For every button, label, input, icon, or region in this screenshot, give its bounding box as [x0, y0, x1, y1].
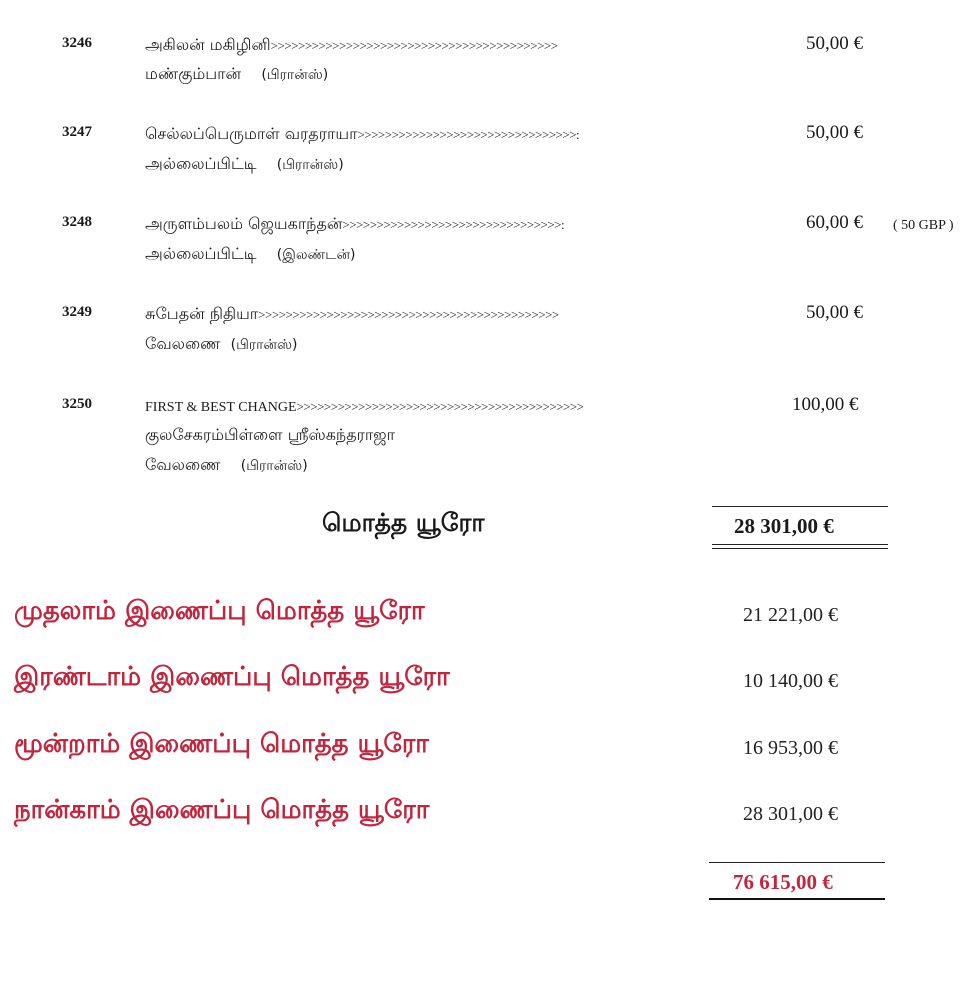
donor-name-line [145, 214, 564, 235]
summary-value: 28 301,00 € [743, 803, 838, 825]
place: வேலணை [145, 455, 221, 474]
summary-label: நான்காம் இணைப்பு மொத்த யூரோ [14, 795, 430, 825]
place: மண்கும்பான் [145, 64, 242, 83]
summary-label: முதலாம் இணைப்பு மொத்த யூரோ [14, 596, 425, 626]
grand-total: 76 615,00 € [733, 870, 833, 894]
donor-name: அருளம்பலம் ஜெயகாந்தன் [145, 214, 343, 233]
donor-name-line [145, 124, 579, 145]
summary-value: 16 953,00 € [743, 737, 838, 759]
amount: 50,00 € [806, 302, 863, 323]
leader-arrows: >>>>>>>>>>>>>>>>>>>>>>>>>>>>>>>>: [357, 127, 580, 142]
entry-number: 3249 [62, 304, 92, 320]
total-double-rule-2 [712, 548, 888, 549]
donor-name: அகிலன் மகிழினி [145, 35, 271, 54]
country: (பிரான்ஸ்) [261, 67, 329, 83]
total-top-rule [712, 506, 888, 507]
country: (பிரான்ஸ்) [276, 157, 344, 173]
entry-number: 3246 [62, 35, 92, 51]
place: அல்லைப்பிட்டி [145, 154, 257, 173]
total-double-rule-1 [712, 544, 888, 545]
entry-number: 3247 [62, 124, 92, 140]
donor-extra-name: குலசேகரம்பிள்ளை ஸ்ரீஸ்கந்தராஜா [145, 425, 395, 444]
donor-name-line [145, 396, 584, 416]
summary-value: 10 140,00 € [743, 670, 838, 692]
place: வேலணை [145, 334, 221, 353]
summary-label: இரண்டாம் இணைப்பு மொத்த யூரோ [14, 662, 450, 692]
leader-arrows: >>>>>>>>>>>>>>>>>>>>>>>>>>>>>>>>>>>>>>>>>> [270, 38, 558, 53]
leader-arrows: >>>>>>>>>>>>>>>>>>>>>>>>>>>>>>>>>>>>>>>>>> [296, 399, 584, 414]
donor-location [145, 244, 356, 265]
amount: 100,00 € [792, 394, 859, 415]
entry-number: 3248 [62, 214, 92, 230]
donor-location [145, 154, 344, 175]
donor-name: சுபேதன் நிதியா [145, 304, 259, 323]
donor-name-line [145, 304, 559, 325]
entry-number: 3250 [62, 396, 92, 412]
donor-name-line [145, 35, 558, 56]
amount: 50,00 € [806, 33, 863, 54]
country: (பிரான்ஸ்) [230, 337, 298, 353]
summary-value: 21 221,00 € [743, 604, 838, 626]
donor-location [145, 455, 308, 476]
country: (இலண்டன்) [276, 247, 356, 263]
donor-location [145, 64, 328, 85]
donor-name: செல்லப்பெருமாள் வரதராயா [145, 124, 358, 143]
amount: 50,00 € [806, 122, 863, 143]
leader-arrows: >>>>>>>>>>>>>>>>>>>>>>>>>>>>>>>>>>>>>>>>>>>> [258, 307, 559, 322]
donor-name: FIRST & BEST CHANGE [145, 400, 297, 415]
grand-total-top-rule [709, 862, 885, 863]
leader-arrows: >>>>>>>>>>>>>>>>>>>>>>>>>>>>>>>>: [342, 217, 565, 232]
total-value: 28 301,00 € [734, 514, 834, 538]
country: (பிரான்ஸ்) [240, 458, 308, 474]
summary-label: மூன்றாம் இணைப்பு மொத்த யூரோ [14, 729, 429, 759]
grand-total-bottom-rule [709, 898, 885, 900]
donor-location [145, 334, 297, 355]
total-label: மொத்த யூரோ [322, 508, 485, 537]
place: அல்லைப்பிட்டி [145, 244, 257, 263]
currency-note: ( 50 GBP ) [893, 218, 954, 233]
amount: 60,00 € [806, 212, 863, 233]
